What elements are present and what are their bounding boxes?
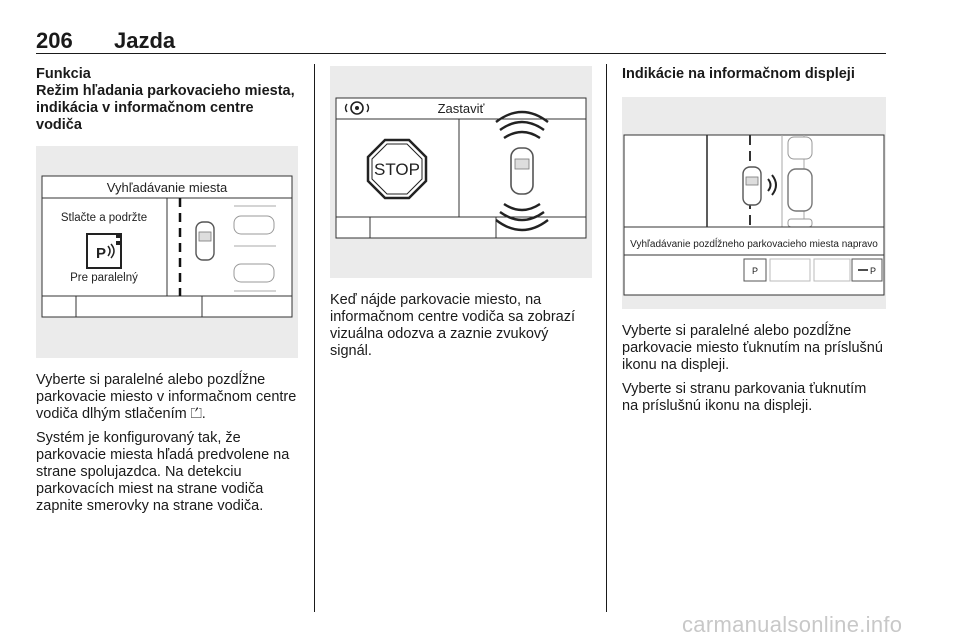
figure-mode: Pre paralelný [70,272,138,284]
header-rule [36,53,886,54]
column-divider [606,64,607,612]
page-title: Jazda [114,28,176,53]
info-display [622,97,886,309]
figure-instruction: Stlačte a podržte [60,212,148,224]
body-paragraph: Vyberte si paralelné alebo pozdĺžne parkovacie miesto v informačnom centre vodiča dlhým stlačením ⏍. [36,372,297,422]
body-paragraph: Vyberte si stranu parkovania ťuknutím na príslušnú ikonu na displeji. [622,381,867,414]
p-label-right: P [869,266,876,276]
body-paragraph: Vyberte si paralelné alebo pozdĺžne parkovacie miesto ťuknutím na príslušnú ikonu na displeji. [622,323,883,373]
page-number: 206 [36,28,73,53]
section-kicker: Funkcia [36,66,91,82]
info-display-figure [622,97,886,309]
body-paragraph: Keď nájde parkovacie miesto, na informačnom centre vodiča sa zobrazí vizuálna odozva a zaznie zvukový signál. [330,292,575,359]
section-heading: Režim hľadania parkovacieho miesta, indikácia v informačnom centre vodiča [36,83,295,133]
parking-search-figure [36,146,298,358]
watermark: carmanualsonline.info [682,612,903,637]
stop-sign-text: STOP [374,160,420,179]
p-label: P [751,266,759,276]
stop-figure [330,66,592,278]
column-1 [36,66,298,515]
figure-caption: Vyhľadávanie pozdĺžneho parkovacieho miesta napravo [630,239,878,250]
column-2 [330,66,592,360]
page-header [36,28,886,52]
stop-display [330,66,592,278]
parking-search-display [36,146,298,358]
figure-title: Zastaviť [437,101,485,116]
svg-text:P: P [96,245,107,262]
column-3 [622,66,886,415]
column-divider [314,64,315,612]
figure-title: Vyhľadávanie miesta [106,180,228,195]
parking-sensor-icon [87,234,121,268]
body-paragraph: Systém je konfigurovaný tak, že parkovacie miesta hľadá predvolene na strane spolujazdca. Na detekciu parkovacích miest na strane vodiča zapnite smerovky na strane vodiča. [36,430,290,514]
section-heading: Indikácie na informačnom displeji [622,66,855,82]
